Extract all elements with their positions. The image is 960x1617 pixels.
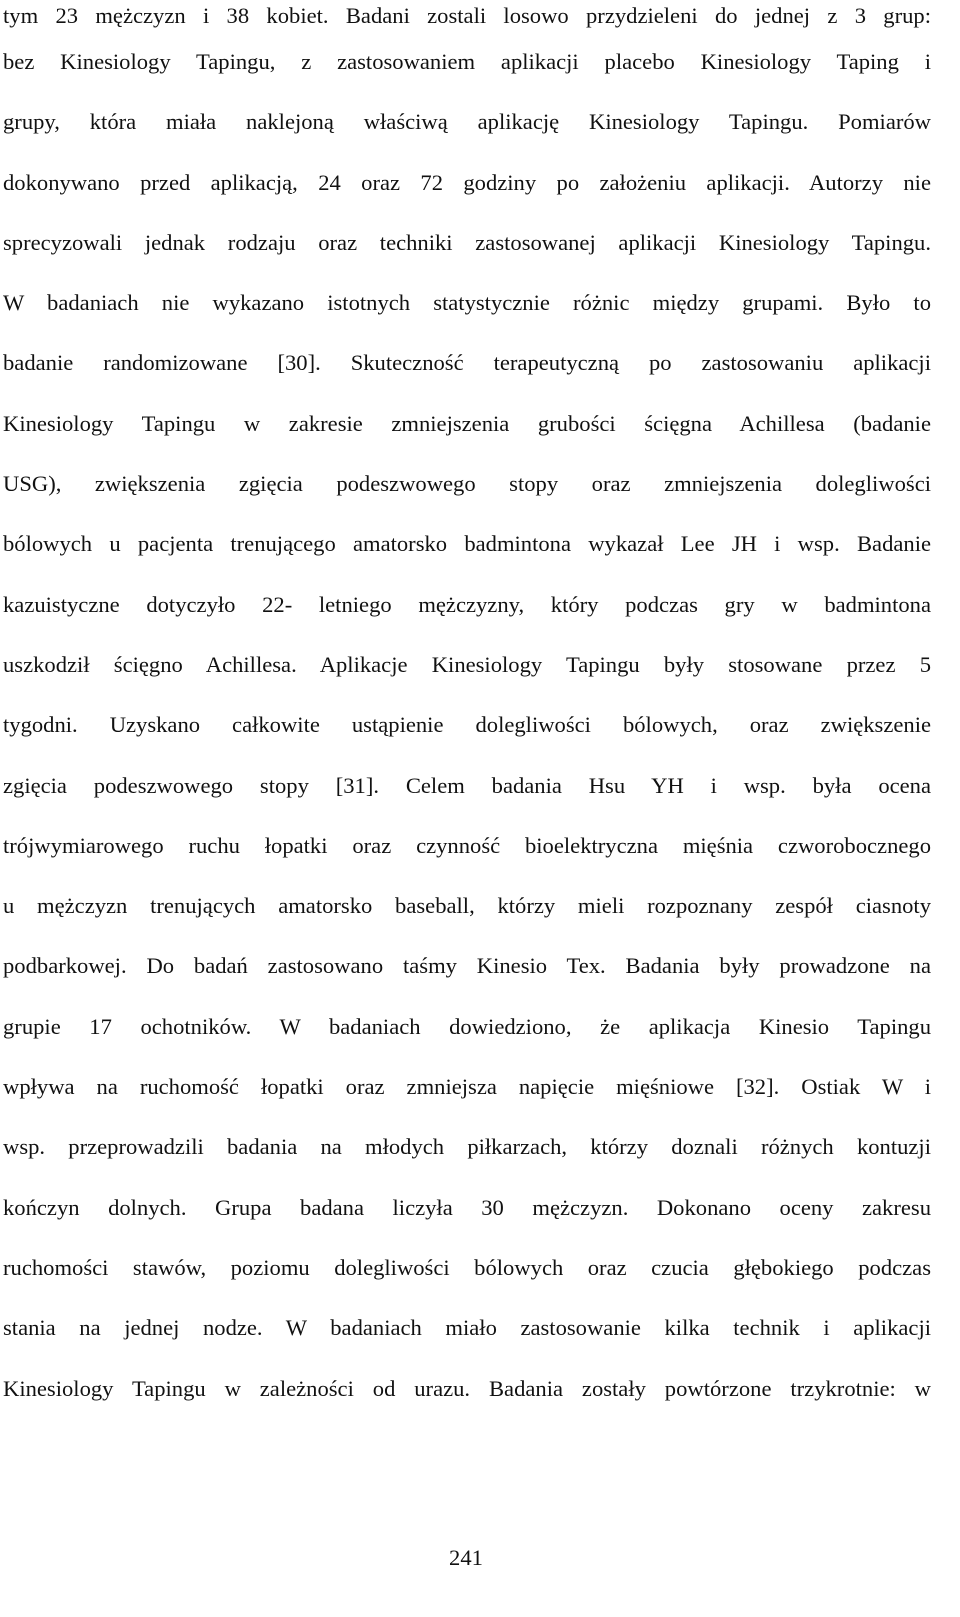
text-line: Kinesiology Tapingu w zakresie zmniejszenia grubości ścięgna Achillesa (badanie	[3, 410, 931, 436]
text-line: Kinesiology Tapingu w zależności od urazu. Badania zostały powtórzone trzykrotnie: w	[3, 1375, 931, 1401]
text-line: wpływa na ruchomość łopatki oraz zmniejsza napięcie mięśniowe [32]. Ostiak W i	[3, 1074, 931, 1100]
text-line: ruchomości stawów, poziomu dolegliwości bólowych oraz czucia głębokiego podczas	[3, 1254, 931, 1280]
text-line: grupy, która miała naklejoną właściwą aplikację Kinesiology Tapingu. Pomiarów	[3, 109, 931, 135]
text-line: USG), zwiększenia zgięcia podeszwowego stopy oraz zmniejszenia dolegliwości	[3, 471, 931, 497]
text-line: sprecyzowali jednak rodzaju oraz techniki zastosowanej aplikacji Kinesiology Tapingu.	[3, 229, 931, 255]
text-line: W badaniach nie wykazano istotnych statystycznie różnic między grupami. Było to	[3, 290, 931, 316]
body-text	[3, 0, 931, 1433]
text-line: u mężczyzn trenujących amatorsko baseball, którzy mieli rozpoznany zespół ciasnoty	[3, 893, 931, 919]
text-line: grupie 17 ochotników. W badaniach dowiedziono, że aplikacja Kinesio Tapingu	[3, 1013, 931, 1039]
text-line: tym 23 mężczyzn i 38 kobiet. Badani zostali losowo przydzieleni do jednej z 3 grup:	[3, 3, 931, 28]
text-line: wsp. przeprowadzili badania na młodych piłkarzach, którzy doznali różnych kontuzji	[3, 1134, 931, 1160]
page-number: 241	[449, 1545, 483, 1570]
text-line: podbarkowej. Do badań zastosowano taśmy Kinesio Tex. Badania były prowadzone na	[3, 953, 931, 979]
text-line: zgięcia podeszwowego stopy [31]. Celem badania Hsu YH i wsp. była ocena	[3, 772, 931, 798]
text-line: kończyn dolnych. Grupa badana liczyła 30 mężczyzn. Dokonano oceny zakresu	[3, 1194, 931, 1220]
text-line: badanie randomizowane [30]. Skuteczność terapeutyczną po zastosowaniu aplikacji	[3, 350, 931, 376]
text-line: kazuistyczne dotyczyło 22- letniego mężczyzny, który podczas gry w badmintona	[3, 591, 931, 617]
text-line: dokonywano przed aplikacją, 24 oraz 72 godziny po założeniu aplikacji. Autorzy nie	[3, 169, 931, 195]
text-line: bólowych u pacjenta trenującego amatorsko badmintona wykazał Lee JH i wsp. Badanie	[3, 531, 931, 557]
text-line: trójwymiarowego ruchu łopatki oraz czynność bioelektryczna mięśnia czworobocznego	[3, 832, 931, 858]
text-line: bez Kinesiology Tapingu, z zastosowaniem aplikacji placebo Kinesiology Taping i	[3, 49, 931, 74]
text-line: tygodni. Uzyskano całkowite ustąpienie dolegliwości bólowych, oraz zwiększenie	[3, 712, 931, 738]
text-line: uszkodził ścięgno Achillesa. Aplikacje Kinesiology Tapingu były stosowane przez 5	[3, 651, 931, 677]
text-line: stania na jednej nodze. W badaniach miało zastosowanie kilka technik i aplikacji	[3, 1315, 931, 1341]
